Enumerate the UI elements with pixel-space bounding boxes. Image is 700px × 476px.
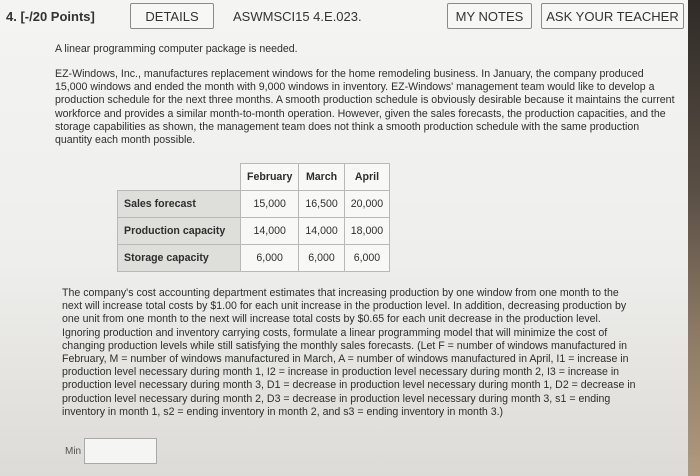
model-instructions [62,287,682,419]
table-cell: 15,000 [241,191,299,218]
instruction-line: changing production levels while still satisfying the monthly sales forecasts. (Let F = number of windows manufactured in [62,339,627,352]
table-row [118,191,390,218]
table-cell: 6,000 [299,245,344,272]
table-cell: 6,000 [241,245,299,272]
problem-paragraph: EZ-Windows, Inc., manufactures replacement windows for the home remodeling business. In January, the company produced 15,000 windows and ended the month with 9,000 windows in inventory. EZ-Windows' management team would like to develop a production schedule for the next three months. A smooth production schedule is obviously desirable because it maintains the current workforce and provides a similar month-to-month operation. However, given the sales forecasts, the production capacities, and the storage capabilities as shown, the management team does not think a smooth production schedule with the same production quantity each month possible. [55,68,675,147]
column-header: April [344,164,389,191]
instruction-line: The company's cost accounting department estimates that increasing production by one window from one month to the [62,287,619,299]
table-cell: 14,000 [299,218,344,245]
instruction-line: February, M = number of windows manufactured in March, A = number of windows manufactured in April, I1 = increase in [62,353,629,366]
table-row [118,245,390,272]
table-cell: 16,500 [299,191,344,218]
instruction-line: production level necessary during month 3, D1 = decrease in production level necessary during month 1, D2 = decrease in [62,379,636,392]
background-edge [688,0,700,476]
table-cell: 18,000 [344,218,389,245]
row-label: Production capacity [118,218,241,245]
table-header-row [118,164,390,191]
min-label: Min [65,446,82,457]
min-objective-input[interactable] [84,438,157,464]
instruction-line: production level necessary during month 1, I2 = increase in production level necessary during month 2, I3 = increase in [62,366,620,379]
table-corner [118,164,241,191]
my-notes-button[interactable]: MY NOTES [447,3,532,29]
intro-text: A linear programming computer package is needed. [55,43,298,55]
data-table [117,163,390,272]
instruction-line: inventory in month 1, s2 = ending inventory in month 2, and s3 = ending inventory in month 3.) [62,405,504,418]
instruction-line: production level necessary during month 2, D3 = decrease in production level necessary during month 3, s1 = ending [62,392,611,405]
row-label: Storage capacity [118,245,241,272]
table-cell: 20,000 [344,191,389,218]
instruction-line: one unit from one month to the next will increase total costs by $0.65 for each unit decrease in the production level. [62,313,601,326]
table-row [118,218,390,245]
instruction-line: next will increase total costs by $1.00 for each unit increase in the production level. In addition, decreasing production by [62,300,627,313]
column-header: March [299,164,344,191]
row-label: Sales forecast [118,191,241,218]
column-header: February [241,164,299,191]
question-id: ASWMSCI15 4.E.023. [233,9,362,24]
instruction-line: Ignoring production and inventory carrying costs, formulate a linear programming model that will minimize the cost of [62,326,608,339]
question-number: 4. [-/20 Points] [6,9,95,24]
table-cell: 14,000 [241,218,299,245]
question-header [0,0,688,34]
ask-your-teacher-button[interactable]: ASK YOUR TEACHER [541,3,684,29]
details-button[interactable]: DETAILS [130,3,214,29]
table-cell: 6,000 [344,245,389,272]
